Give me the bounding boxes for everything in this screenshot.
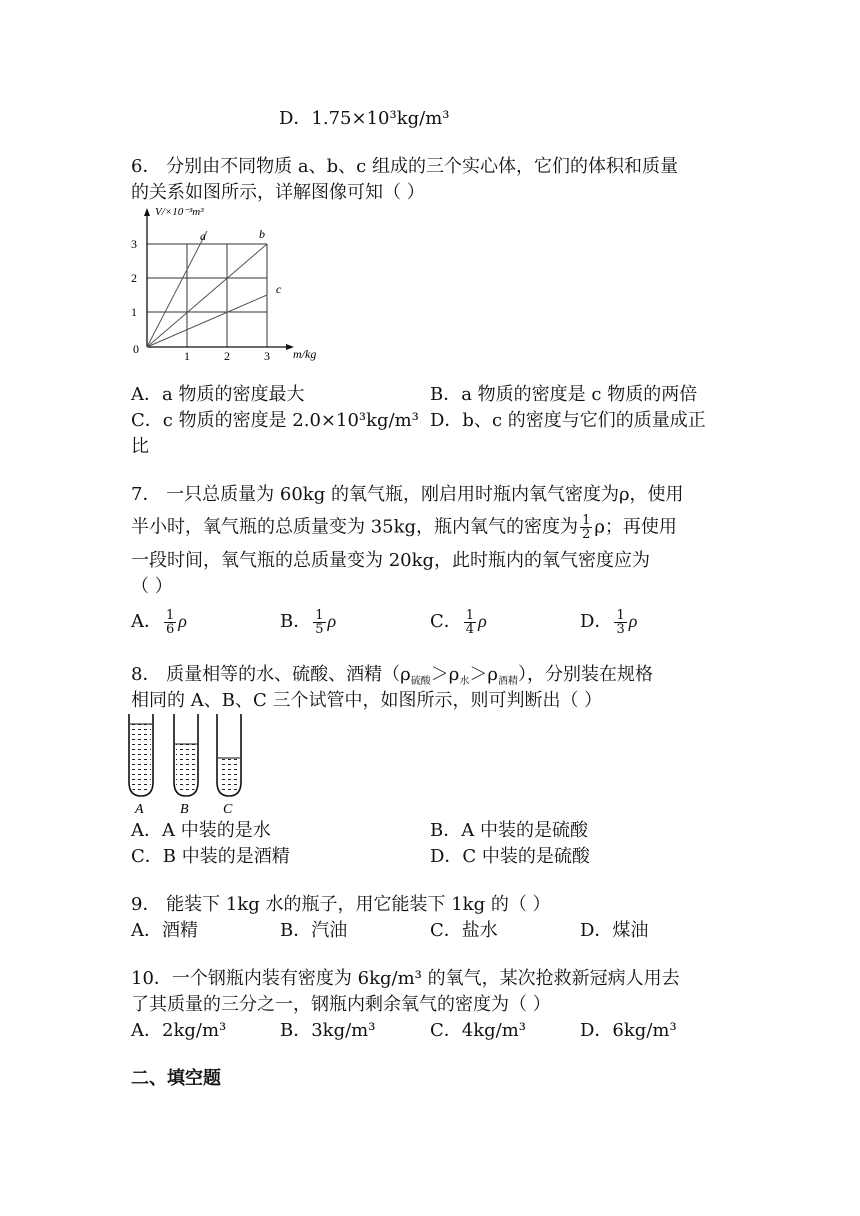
line-label-c: c <box>276 282 282 296</box>
origin-label: 0 <box>133 342 139 356</box>
line-b <box>147 244 267 347</box>
q8-line1: 8． 质量相等的水、硫酸、酒精$(\rho_{硫酸}>\rho_水>\rho_{酒精})$，分别装在规格 <box>131 664 653 687</box>
q10-line1: 10．一个钢瓶内装有密度为 6kg/m³ 的氧气，某次抢救新冠病人用去 <box>131 968 680 989</box>
q6-option-c: C．c 物质的密度是 2.0×10³kg/m³ <box>131 410 419 431</box>
q7-line3: 一段时间，氧气瓶的总质量变为 20kg，此时瓶内的氧气密度应为 <box>131 550 651 571</box>
q6-option-d-line2: 比 <box>131 436 149 457</box>
q5-option-d: D．1.75×10³kg/m³ <box>279 108 450 129</box>
q8-test-tubes-figure <box>125 712 250 817</box>
q9-option-d: D．煤油 <box>580 920 649 941</box>
q6-option-a: A．a 物质的密度最大 <box>131 384 305 405</box>
q10-option-b: B．3kg/m³ <box>280 1020 376 1041</box>
q10-option-a: A．2kg/m³ <box>131 1020 227 1041</box>
q6-option-b: B．a 物质的密度是 c 物质的两倍 <box>430 384 698 405</box>
q9-option-b: B．汽油 <box>280 920 348 941</box>
q6-volume-mass-graph <box>125 202 335 362</box>
y-tick-2: 2 <box>131 271 137 285</box>
q9-stem: 9． 能装下 1kg 水的瓶子，用它能装下 1kg 的（ ） <box>131 894 551 915</box>
q9-option-c: C．盐水 <box>430 920 498 941</box>
q7-option-b: B． $\frac{1}{5}$ ρ <box>280 607 337 637</box>
q7-half-fraction: $\frac{1}{2}$ <box>582 513 591 542</box>
tube-label-a: A <box>135 802 144 817</box>
line-c <box>147 295 267 347</box>
x-axis-label: m/kg <box>293 347 317 361</box>
q6-stem-line1: 6． 分别由不同物质 a、b、c 组成的三个实心体，它们的体积和质量 <box>131 156 678 177</box>
q8-option-d: D．C 中装的是硫酸 <box>430 846 590 867</box>
q6-option-d-line1: D．b、c 的密度与它们的质量成正 <box>430 410 706 431</box>
q10-line2: 了其质量的三分之一，钢瓶内剩余氧气的密度为（ ） <box>131 994 551 1015</box>
q8-option-a: A．A 中装的是水 <box>131 820 271 841</box>
q8-option-b: B．A 中装的是硫酸 <box>430 820 588 841</box>
x-tick-1: 1 <box>184 349 190 362</box>
q7-option-c: C． $\frac{1}{4}$ ρ <box>430 607 487 637</box>
q6-stem-line2: 的关系如图所示，详解图像可知（ ） <box>131 182 425 203</box>
tube-label-b: B <box>180 802 189 817</box>
q7-line4: （ ） <box>131 576 173 597</box>
q10-option-d: D．6kg/m³ <box>580 1020 677 1041</box>
line-label-a: a <box>200 229 206 243</box>
y-axis-label: V/×10⁻³m³ <box>155 206 204 218</box>
q10-option-c: C．4kg/m³ <box>430 1020 527 1041</box>
q7-line1: 7． 一只总质量为 60kg 的氧气瓶，刚启用时瓶内氧气密度为ρ，使用 <box>131 484 684 505</box>
q7-line2 <box>131 514 677 541</box>
q7-option-a: A． $\frac{1}{6}$ ρ <box>131 607 187 637</box>
x-tick-3: 3 <box>264 349 270 362</box>
q7-line2-end: ρ；再使用 <box>594 516 677 538</box>
q9-option-a: A．酒精 <box>131 920 198 941</box>
section-title-fill-in: 二、填空题 <box>131 1068 221 1089</box>
q7-option-d: D． $\frac{1}{3}$ ρ <box>580 607 638 637</box>
y-tick-3: 3 <box>131 237 137 251</box>
q8-line2: 相同的 A、B、C 三个试管中，如图所示，则可判断出（ ） <box>131 690 603 711</box>
tube-label-c: C <box>223 802 233 817</box>
q7-line2-text: 半小时，氧气瓶的总质量变为 35kg，瓶内氧气的密度为 <box>131 516 579 538</box>
y-tick-1: 1 <box>131 305 137 319</box>
q8-option-c: C．B 中装的是酒精 <box>131 846 290 867</box>
line-a <box>147 231 207 347</box>
line-label-b: b <box>259 227 265 241</box>
x-tick-2: 2 <box>224 349 230 362</box>
